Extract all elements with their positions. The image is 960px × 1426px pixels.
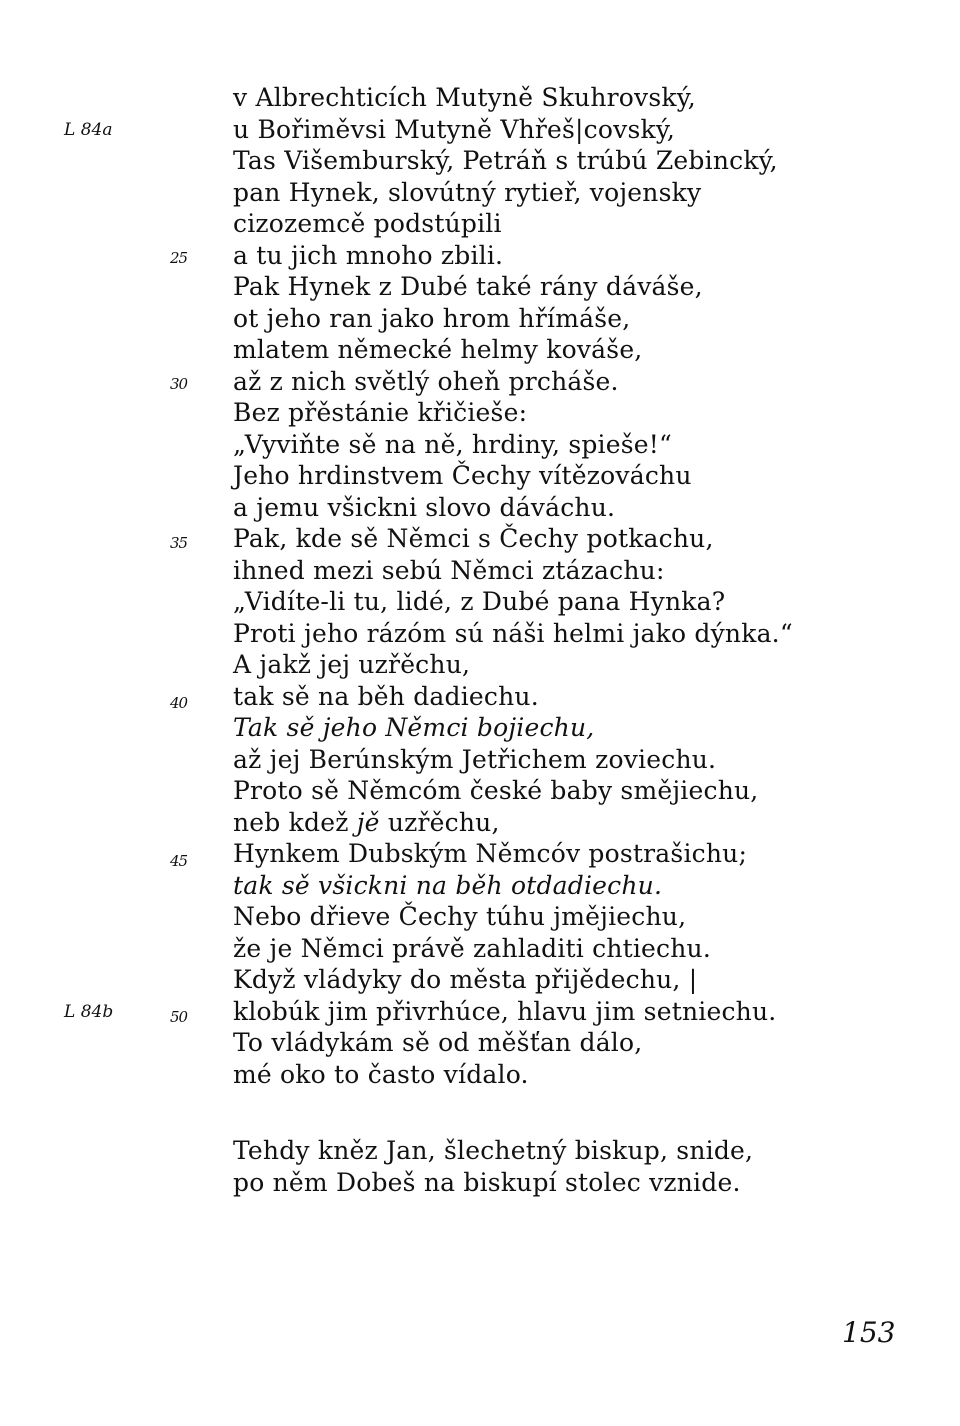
text-segment: Bez přěstánie křičieše: [233,398,528,427]
italic-segment: Tak sě jeho Němci bojiechu, [233,713,595,742]
verse-line [233,967,697,992]
text-segment: cizozemcě podstúpili [233,209,502,238]
text-segment: mlatem německé helmy kováše, [233,335,643,364]
verse-line [233,1167,741,1197]
text-segment: klobúk jim přivrhúce, hlavu jim setniechu. [233,996,777,1026]
text-segment: v Albrechticích Mutyně Skuhrovský, [233,83,696,112]
verse-line [233,429,672,459]
text-segment: ot jeho ran jako hrom hřímáše, [233,303,631,333]
verse-line [233,366,619,396]
verse-line [233,148,778,173]
text-segment: „Vidíte-li tu, lidé, z Dubé pana Hynka? [233,587,726,616]
verse-line [233,526,714,551]
verse-line [233,400,527,425]
verse-line [233,337,642,362]
verse-line [233,589,725,614]
margin-reference: L 84b [64,1002,114,1022]
verse-line [233,870,663,900]
text-segment: až z nich světlý oheň prcháše. [233,366,619,396]
verse-line [233,778,758,803]
verse-line [233,303,631,333]
verse-line [233,744,717,774]
verse-line [233,240,504,270]
verse-line [233,933,712,963]
line-number: 50 [170,1008,188,1026]
verse-line [233,618,793,648]
text-segment: uzřěchu, [379,807,500,837]
verse-line [233,652,470,677]
text-segment: Pak Hynek z Dubé také rány dáváše, [233,272,703,301]
verse-line [233,177,702,207]
verse-line [233,555,665,585]
verse-line [233,114,675,144]
verse-line [233,807,500,837]
italic-segment: tak sě všickni na běh otdadiechu. [233,870,663,900]
text-segment: ihned mezi sebú Němci ztázachu: [233,555,665,585]
verse-line [233,463,692,488]
text-segment: tak sě na běh dadiechu. [233,681,539,711]
text-segment: mé oko to často vídalo. [233,1059,529,1089]
line-number: 40 [170,694,188,712]
text-segment: neb kdež [233,807,357,837]
text-segment: po něm Dobeš na biskupí stolec vznide. [233,1167,741,1197]
text-segment: Proti jeho rázóm sú náši helmi jako dýnka.“ [233,618,793,648]
text-segment: až jej Berúnským Jetřichem zoviechu. [233,744,717,774]
verse-line [233,1059,529,1089]
italic-segment: jě [356,807,380,837]
verse-line [233,1138,753,1163]
page-number: 153 [842,1316,896,1349]
line-number: 45 [170,852,188,870]
text-segment: To vládykám sě od měšťan dálo, [233,1028,643,1057]
text-segment: Jeho hrdinstvem Čechy vítězováchu [233,461,692,490]
text-segment: a jemu všickni slovo dáváchu. [233,492,616,522]
verse-line [233,211,502,236]
verse-line [233,996,777,1026]
text-segment: Nebo dřieve Čechy túhu jmějiechu, [233,902,687,931]
line-number: 25 [170,249,188,267]
text-segment: pan Hynek, slovútný rytieř, vojensky [233,177,702,207]
line-number: 35 [170,534,188,552]
text-segment: Hynkem Dubským Němcóv postrašichu; [233,839,748,868]
text-segment: A jakž jej uzřěchu, [233,650,471,679]
line-number: 30 [170,375,188,393]
verse-line [233,1030,642,1055]
text-segment: Když vládyky do města přijědechu, | [233,965,698,994]
text-segment: Proto sě Němcóm české baby smějiechu, [233,776,759,805]
text-segment: Tehdy kněz Jan, šlechetný biskup, snide, [233,1136,754,1165]
verse-line [233,85,696,110]
text-segment: že je Němci právě zahladiti chtiechu. [233,933,712,963]
verse-line [233,904,686,929]
verse-line [233,841,747,866]
margin-reference: L 84a [64,120,113,140]
text-segment: u Bořiměvsi Mutyně Vhřeš|covský, [233,114,675,144]
text-segment: „Vyviňte sě na ně, hrdiny, spieše!“ [233,429,672,459]
verse-line [233,681,539,711]
text-segment: Tas Višemburský, Petráň s trúbú Zebincký, [233,146,778,175]
text-segment: a tu jich mnoho zbili. [233,240,504,270]
verse-line [233,492,616,522]
verse-line [233,274,703,299]
text-segment: Pak, kde sě Němci s Čechy potkachu, [233,524,714,553]
verse-line [233,715,594,740]
